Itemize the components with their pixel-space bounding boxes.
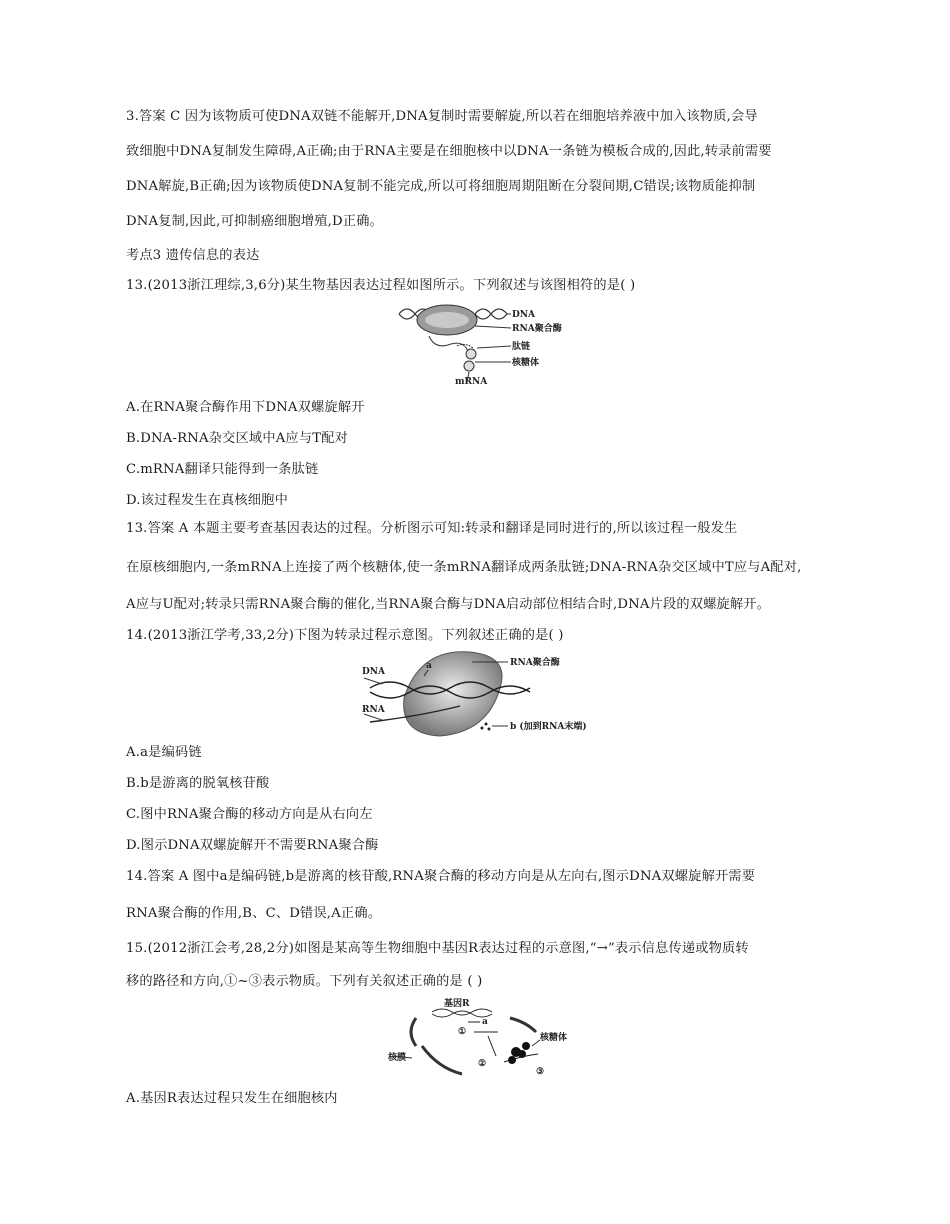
- label-nuclear-membrane: 核膜: [388, 1053, 407, 1063]
- line-3: DNA解旋,B正确;因为该物质使DNA复制不能完成,所以可将细胞周期阻断在分裂间期,C错误;该物质能抑制: [126, 179, 756, 194]
- answer-13-line-1: 13.答案 A 本题主要考查基因表达的过程。分析图示可知:转录和翻译是同时进行的,所以该过程一般发生: [126, 521, 738, 536]
- label-rna-polymerase: RNA聚合酶: [510, 658, 560, 668]
- question-13: 13.(2013浙江理综,3,6分)某生物基因表达过程如图所示。下列叙述与该图相符的是( ): [126, 278, 636, 293]
- label-peptide: 肽链: [512, 342, 531, 352]
- label-b: b (加到RNA末端): [510, 722, 587, 732]
- question-15-line-1: 15.(2012浙江会考,28,2分)如图是某高等生物细胞中基因R表达过程的示意图,“→”表示信息传递或物质转: [126, 941, 749, 956]
- answer-13-line-2: 在原核细胞内,一条mRNA上连接了两个核糖体,使一条mRNA翻译成两条肽链;DNA-RNA杂交区域中T应与A配对,: [126, 560, 802, 575]
- label-a: a: [426, 661, 432, 671]
- figure-gene-expression: [395, 302, 562, 388]
- marker-2: ②: [478, 1059, 487, 1069]
- option-14-a: A.a是编码链: [126, 745, 202, 760]
- answer-13-line-3: A应与U配对;转录只需RNA聚合酶的催化,当RNA聚合酶与DNA启动部位相结合时,DNA片段的双螺旋解开。: [126, 597, 771, 612]
- label-dna: DNA: [362, 667, 386, 677]
- option-13-d: D.该过程发生在真核细胞中: [126, 493, 288, 508]
- label-a: a: [482, 1017, 488, 1027]
- option-13-c: C.mRNA翻译只能得到一条肽链: [126, 462, 319, 477]
- option-14-c: C.图中RNA聚合酶的移动方向是从右向左: [126, 807, 373, 822]
- option-13-a: A.在RNA聚合酶作用下DNA双螺旋解开: [126, 400, 365, 415]
- option-14-d: D.图示DNA双螺旋解开不需要RNA聚合酶: [126, 838, 379, 853]
- answer-14-line-1: 14.答案 A 图中a是编码链,b是游离的核苷酸,RNA聚合酶的移动方向是从左向右,图示DNA双螺旋解开需要: [126, 869, 756, 884]
- option-13-b: B.DNA-RNA杂交区域中A应与T配对: [126, 431, 348, 446]
- line-2: 致细胞中DNA复制发生障碍,A正确;由于RNA主要是在细胞核中以DNA一条链为模板合成的,因此,转录前需要: [126, 144, 772, 159]
- answer-14-line-2: RNA聚合酶的作用,B、C、D错误,A正确。: [126, 906, 382, 921]
- marker-1: ①: [458, 1027, 467, 1037]
- ribosome-shape: [466, 349, 476, 359]
- label-rna: RNA: [362, 705, 385, 715]
- figure-transcription: [360, 648, 620, 740]
- label-gene-r: 基因R: [444, 999, 470, 1009]
- label-ribosome: 核糖体: [512, 358, 540, 368]
- section-heading: 考点3 遗传信息的表达: [126, 248, 260, 263]
- label-dna: DNA: [512, 310, 536, 320]
- line-4: DNA复制,因此,可抑制癌细胞增殖,D正确。: [126, 214, 383, 229]
- label-mrna: mRNA: [455, 377, 488, 387]
- option-14-b: B.b是游离的脱氧核苷酸: [126, 776, 270, 791]
- label-rna-polymerase: RNA聚合酶: [512, 324, 562, 334]
- line-1: 3.答案 C 因为该物质可使DNA双链不能解开,DNA复制时需要解旋,所以若在细胞培养液中加入该物质,会导: [126, 109, 758, 124]
- figure-gene-r-expression: [388, 996, 588, 1080]
- question-15-line-2: 移的路径和方向,①~③表示物质。下列有关叙述正确的是 ( ): [126, 974, 483, 989]
- marker-3: ③: [536, 1067, 545, 1077]
- option-15-a: A.基因R表达过程只发生在细胞核内: [126, 1091, 338, 1106]
- question-14: 14.(2013浙江学考,33,2分)下图为转录过程示意图。下列叙述正确的是( ): [126, 628, 564, 643]
- label-ribosome: 核糖体: [540, 1033, 568, 1043]
